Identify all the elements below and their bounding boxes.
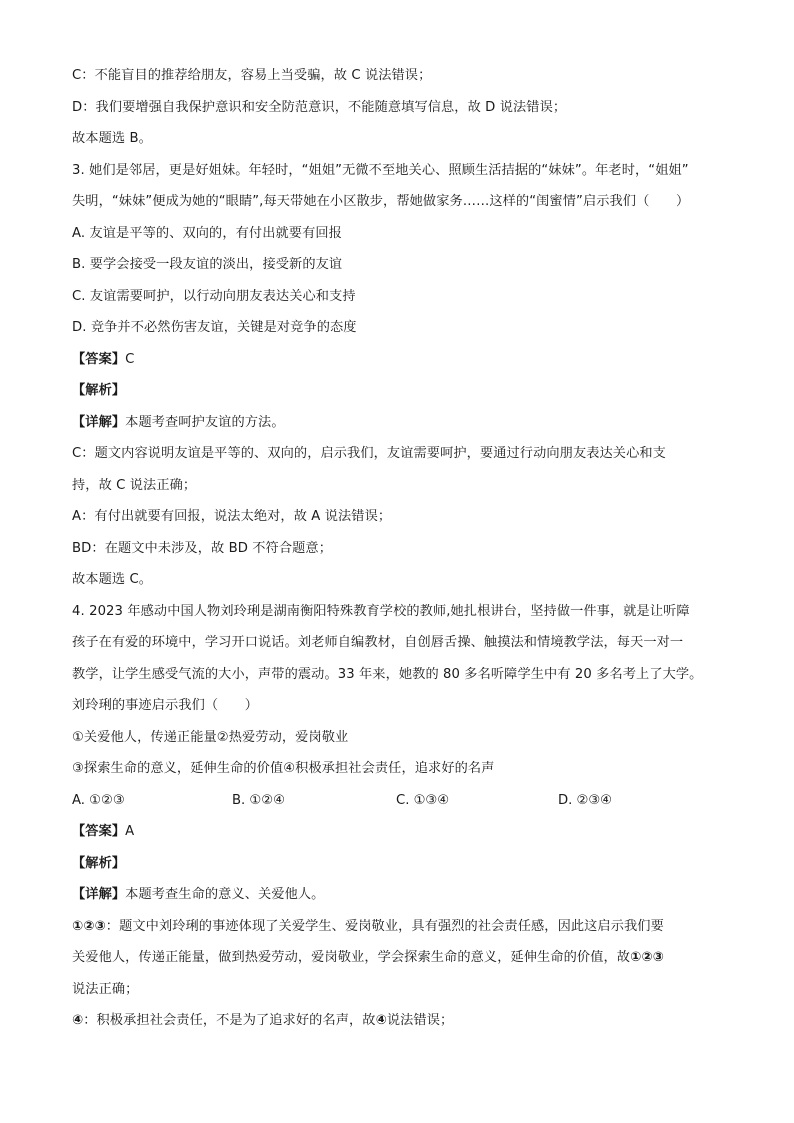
q4-option-a: A. ①②③ xyxy=(72,792,125,808)
q4-explanation-123-line-1 xyxy=(72,911,722,943)
detail-text: 本题考查生命的意义、关爱他人。 xyxy=(125,887,325,902)
q2-explanation-c: C：不能盲目的推荐给朋友，容易上当受骗，故 C 说法错误； xyxy=(72,68,432,83)
q3-answer xyxy=(72,344,722,376)
explanation-text: 关爱他人，传递正能量，做到热爱劳动，爱岗敬业，学会探索生命的意义，延伸生命的价值，故 xyxy=(72,950,631,965)
answer-value: A xyxy=(125,824,135,839)
q4-stem-line-2: 孩子在有爱的环境中，学习开口说话。刘老师自编教材，自创唇舌操、触摸法和情境教学法，每天一对一 xyxy=(72,635,684,650)
q4-explanation-123-line-3: 说法正确； xyxy=(72,981,139,997)
q4-stem-line-1: 4. 2023 年感动中国人物刘玲琍是湖南衡阳特殊教育学校的教师,她扎根讲台，坚持做一件事，就是让听障 xyxy=(72,603,690,619)
q4-explanation-123-line-2 xyxy=(72,942,722,974)
explanation-text: ：题文中刘玲琍的事迹体现了关爱学生、爱岗敬业，具有强烈的社会责任感，因此这启示我们要 xyxy=(105,918,664,934)
q4-items-1-2: ①关爱他人，传递正能量②热爱劳动，爱岗敬业 xyxy=(72,729,349,745)
q4-analysis xyxy=(72,848,722,880)
q3-explanation-c-line-1: C：题文内容说明友谊是平等的、双向的，启示我们，友谊需要呵护，要通过行动向朋友表达关心和支 xyxy=(72,446,666,461)
detail-text: 本题考查呵护友谊的方法。 xyxy=(125,414,285,430)
q4-detail xyxy=(72,879,722,911)
q3-option-c: C. 友谊需要呵护，以行动向朋友表达关心和支持 xyxy=(72,288,356,304)
explanation-text: ：积极承担社会责任，不是为了追求好的名声，故 xyxy=(83,1013,376,1028)
q4-option-c: C. ①③④ xyxy=(396,792,450,808)
q4-option-b: B. ①②④ xyxy=(232,792,285,808)
q3-detail xyxy=(72,407,722,439)
answer-tag: 【答案】 xyxy=(72,824,126,839)
q4-stem-line-4: 刘玲琍的事迹启示我们（ ） xyxy=(72,698,259,713)
q3-explanation-c-line-2: 持，故 C 说法正确； xyxy=(72,477,197,493)
q4-stem-line-3: 教学，让学生感受气流的大小，声带的震动。33 年来，她教的 80 多名听障学生中有 20 多名考上了大学。 xyxy=(72,666,703,682)
q4-options-row xyxy=(72,785,722,817)
q3-option-b: B. 要学会接受一段友谊的淡出，接受新的友谊 xyxy=(72,257,343,272)
q2-explanation-d: D：我们要增强自我保护意识和安全防范意识，不能随意填写信息，故 D 说法错误； xyxy=(72,99,567,115)
q3-explanation-bd: BD：在题文中未涉及，故 BD 不符合题意； xyxy=(72,540,332,556)
answer-value: C xyxy=(125,351,135,367)
explanation-tail: 说法错误； xyxy=(386,1013,454,1028)
q4-items-3-4: ③探索生命的意义，延伸生命的价值④积极承担社会责任，追求好的名声 xyxy=(72,761,495,776)
item-marker: ④ xyxy=(72,1013,84,1028)
q3-conclusion: 故本题选 C。 xyxy=(72,572,153,587)
q3-option-a: A. 友谊是平等的、双向的，有付出就要有回报 xyxy=(72,225,342,241)
item-marker: ①②③ xyxy=(630,950,664,965)
detail-tag: 【详解】 xyxy=(72,414,126,430)
analysis-tag: 【解析】 xyxy=(72,855,126,871)
q4-answer xyxy=(72,816,722,848)
q3-option-d: D. 竞争并不必然伤害友谊，关键是对竞争的态度 xyxy=(72,320,357,335)
item-marker: ①②③ xyxy=(72,918,106,934)
q3-stem-line-1: 3. 她们是邻居，更是好姐妹。年轻时，“姐姐”无微不至地关心、照顾生活拮据的“妹妹”。年老时，“姐姐” xyxy=(72,162,689,178)
q3-stem-line-2: 失明，“妹妹”便成为她的“眼睛”,每天带她在小区散步，帮她做家务……这样的“闺蜜情”启示我们（ ） xyxy=(72,194,690,209)
q4-explanation-4 xyxy=(72,1005,722,1037)
q3-analysis xyxy=(72,375,722,407)
analysis-tag: 【解析】 xyxy=(72,383,126,398)
detail-tag: 【详解】 xyxy=(72,887,126,902)
answer-tag: 【答案】 xyxy=(72,351,126,367)
document-page xyxy=(72,60,722,1037)
q4-option-d: D. ②③④ xyxy=(558,792,613,808)
q3-explanation-a: A：有付出就要有回报，说法太绝对，故 A 说法错误； xyxy=(72,509,392,524)
q2-conclusion: 故本题选 B。 xyxy=(72,131,152,146)
item-marker: ④ xyxy=(375,1013,387,1028)
